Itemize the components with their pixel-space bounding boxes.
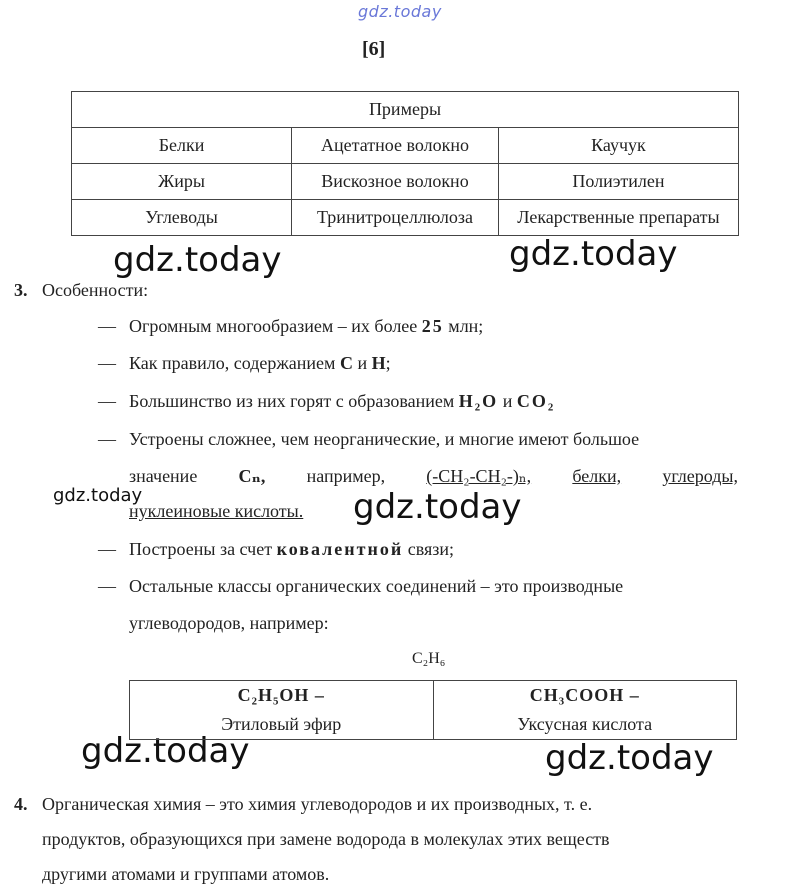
item-number: 25: [421, 316, 444, 336]
table-cell: Тринитроцеллюлоза: [292, 200, 499, 236]
paragraph-line: продуктов, образующихся при замене водорода в молекулах этих веществ: [42, 829, 610, 849]
table-row: [130, 681, 737, 740]
list-dash: —: [98, 316, 116, 336]
bond-type: ковалентной: [276, 539, 404, 559]
list-item: [129, 539, 454, 560]
table-cell: [130, 681, 434, 740]
table-row: [72, 92, 739, 128]
watermark: gdz.today: [545, 738, 714, 778]
item-text: Как правило, содержанием: [129, 353, 336, 373]
list-item-line: [129, 466, 738, 487]
list-dash: —: [98, 353, 116, 373]
list-dash: —: [98, 429, 116, 449]
item-text: Построены за счет: [129, 539, 273, 559]
item-text: значение: [129, 466, 198, 486]
compound-name: Уксусная кислота: [517, 714, 653, 734]
table-cell: Белки: [72, 128, 292, 164]
formula-co2: CO₂: [516, 391, 556, 411]
section-number: 3.: [14, 280, 28, 300]
table-cell: [433, 681, 737, 740]
list-dash: —: [98, 539, 116, 559]
derivatives-table: [129, 680, 737, 740]
item-text: и: [357, 353, 368, 373]
table-cell: Вискозное волокно: [292, 164, 499, 200]
watermark: gdz.today: [113, 240, 282, 280]
section-number: 4.: [14, 794, 28, 814]
examples-table: [71, 91, 739, 236]
item-text: углероды,: [662, 466, 738, 486]
compound-name: Этиловый эфир: [221, 714, 342, 734]
item-text: млн;: [448, 316, 484, 336]
item-text: например,: [306, 466, 386, 486]
formula-cn: Cₙ,: [238, 466, 266, 486]
formula-h2o: H₂O: [458, 391, 499, 411]
item-text: Огромным многообразием – их более: [129, 316, 418, 336]
table-row: [72, 128, 739, 164]
watermark: gdz.today: [509, 234, 678, 274]
item-text: и: [502, 391, 513, 411]
table-row: [72, 164, 739, 200]
paragraph-line: Органическая химия – это химия углеводородов и их производных, т. е.: [42, 794, 593, 814]
formula-ethanol: C₂H₅OH –: [237, 685, 325, 705]
table-cell: Полиэтилен: [498, 164, 738, 200]
list-item-line: Устроены сложнее, чем неорганические, и многие имеют большое: [129, 429, 640, 449]
watermark: gdz.today: [53, 485, 143, 506]
item-text: Большинство из них горят с образованием: [129, 391, 455, 411]
table-cell: Углеводы: [72, 200, 292, 236]
list-dash: —: [98, 576, 116, 596]
paragraph-line: другими атомами и группами атомов.: [42, 864, 330, 884]
table-cell: Лекарственные препараты: [498, 200, 738, 236]
list-item: [129, 316, 483, 337]
table-header: Примеры: [72, 92, 739, 128]
item-text: белки,: [572, 466, 622, 486]
page-number: [6]: [362, 38, 386, 60]
table-cell: Ацетатное волокно: [292, 128, 499, 164]
formula-polyethylene: (-CH₂-CH₂-)ₙ,: [426, 466, 532, 486]
formula-acetic-acid: CH₃COOH –: [529, 685, 640, 705]
formula-ethane: C₂H₆: [412, 650, 446, 667]
list-item-line: углеводородов, например:: [129, 613, 329, 633]
item-text: ;: [385, 353, 391, 373]
list-item: [129, 391, 555, 412]
watermark: gdz.today: [81, 731, 250, 771]
section-title: Особенности:: [42, 280, 149, 300]
table-row: [72, 200, 739, 236]
watermark-top: gdz.today: [358, 2, 442, 21]
list-dash: —: [98, 391, 116, 411]
watermark: gdz.today: [353, 487, 522, 527]
item-text: связи;: [407, 539, 454, 559]
table-cell: Каучук: [498, 128, 738, 164]
list-item: [129, 353, 391, 374]
element-symbol: H: [371, 353, 386, 373]
list-item-line: нуклеиновые кислоты.: [129, 501, 304, 521]
element-symbol: C: [339, 353, 353, 373]
list-item-line: Остальные классы органических соединений – это производные: [129, 576, 624, 596]
table-cell: Жиры: [72, 164, 292, 200]
